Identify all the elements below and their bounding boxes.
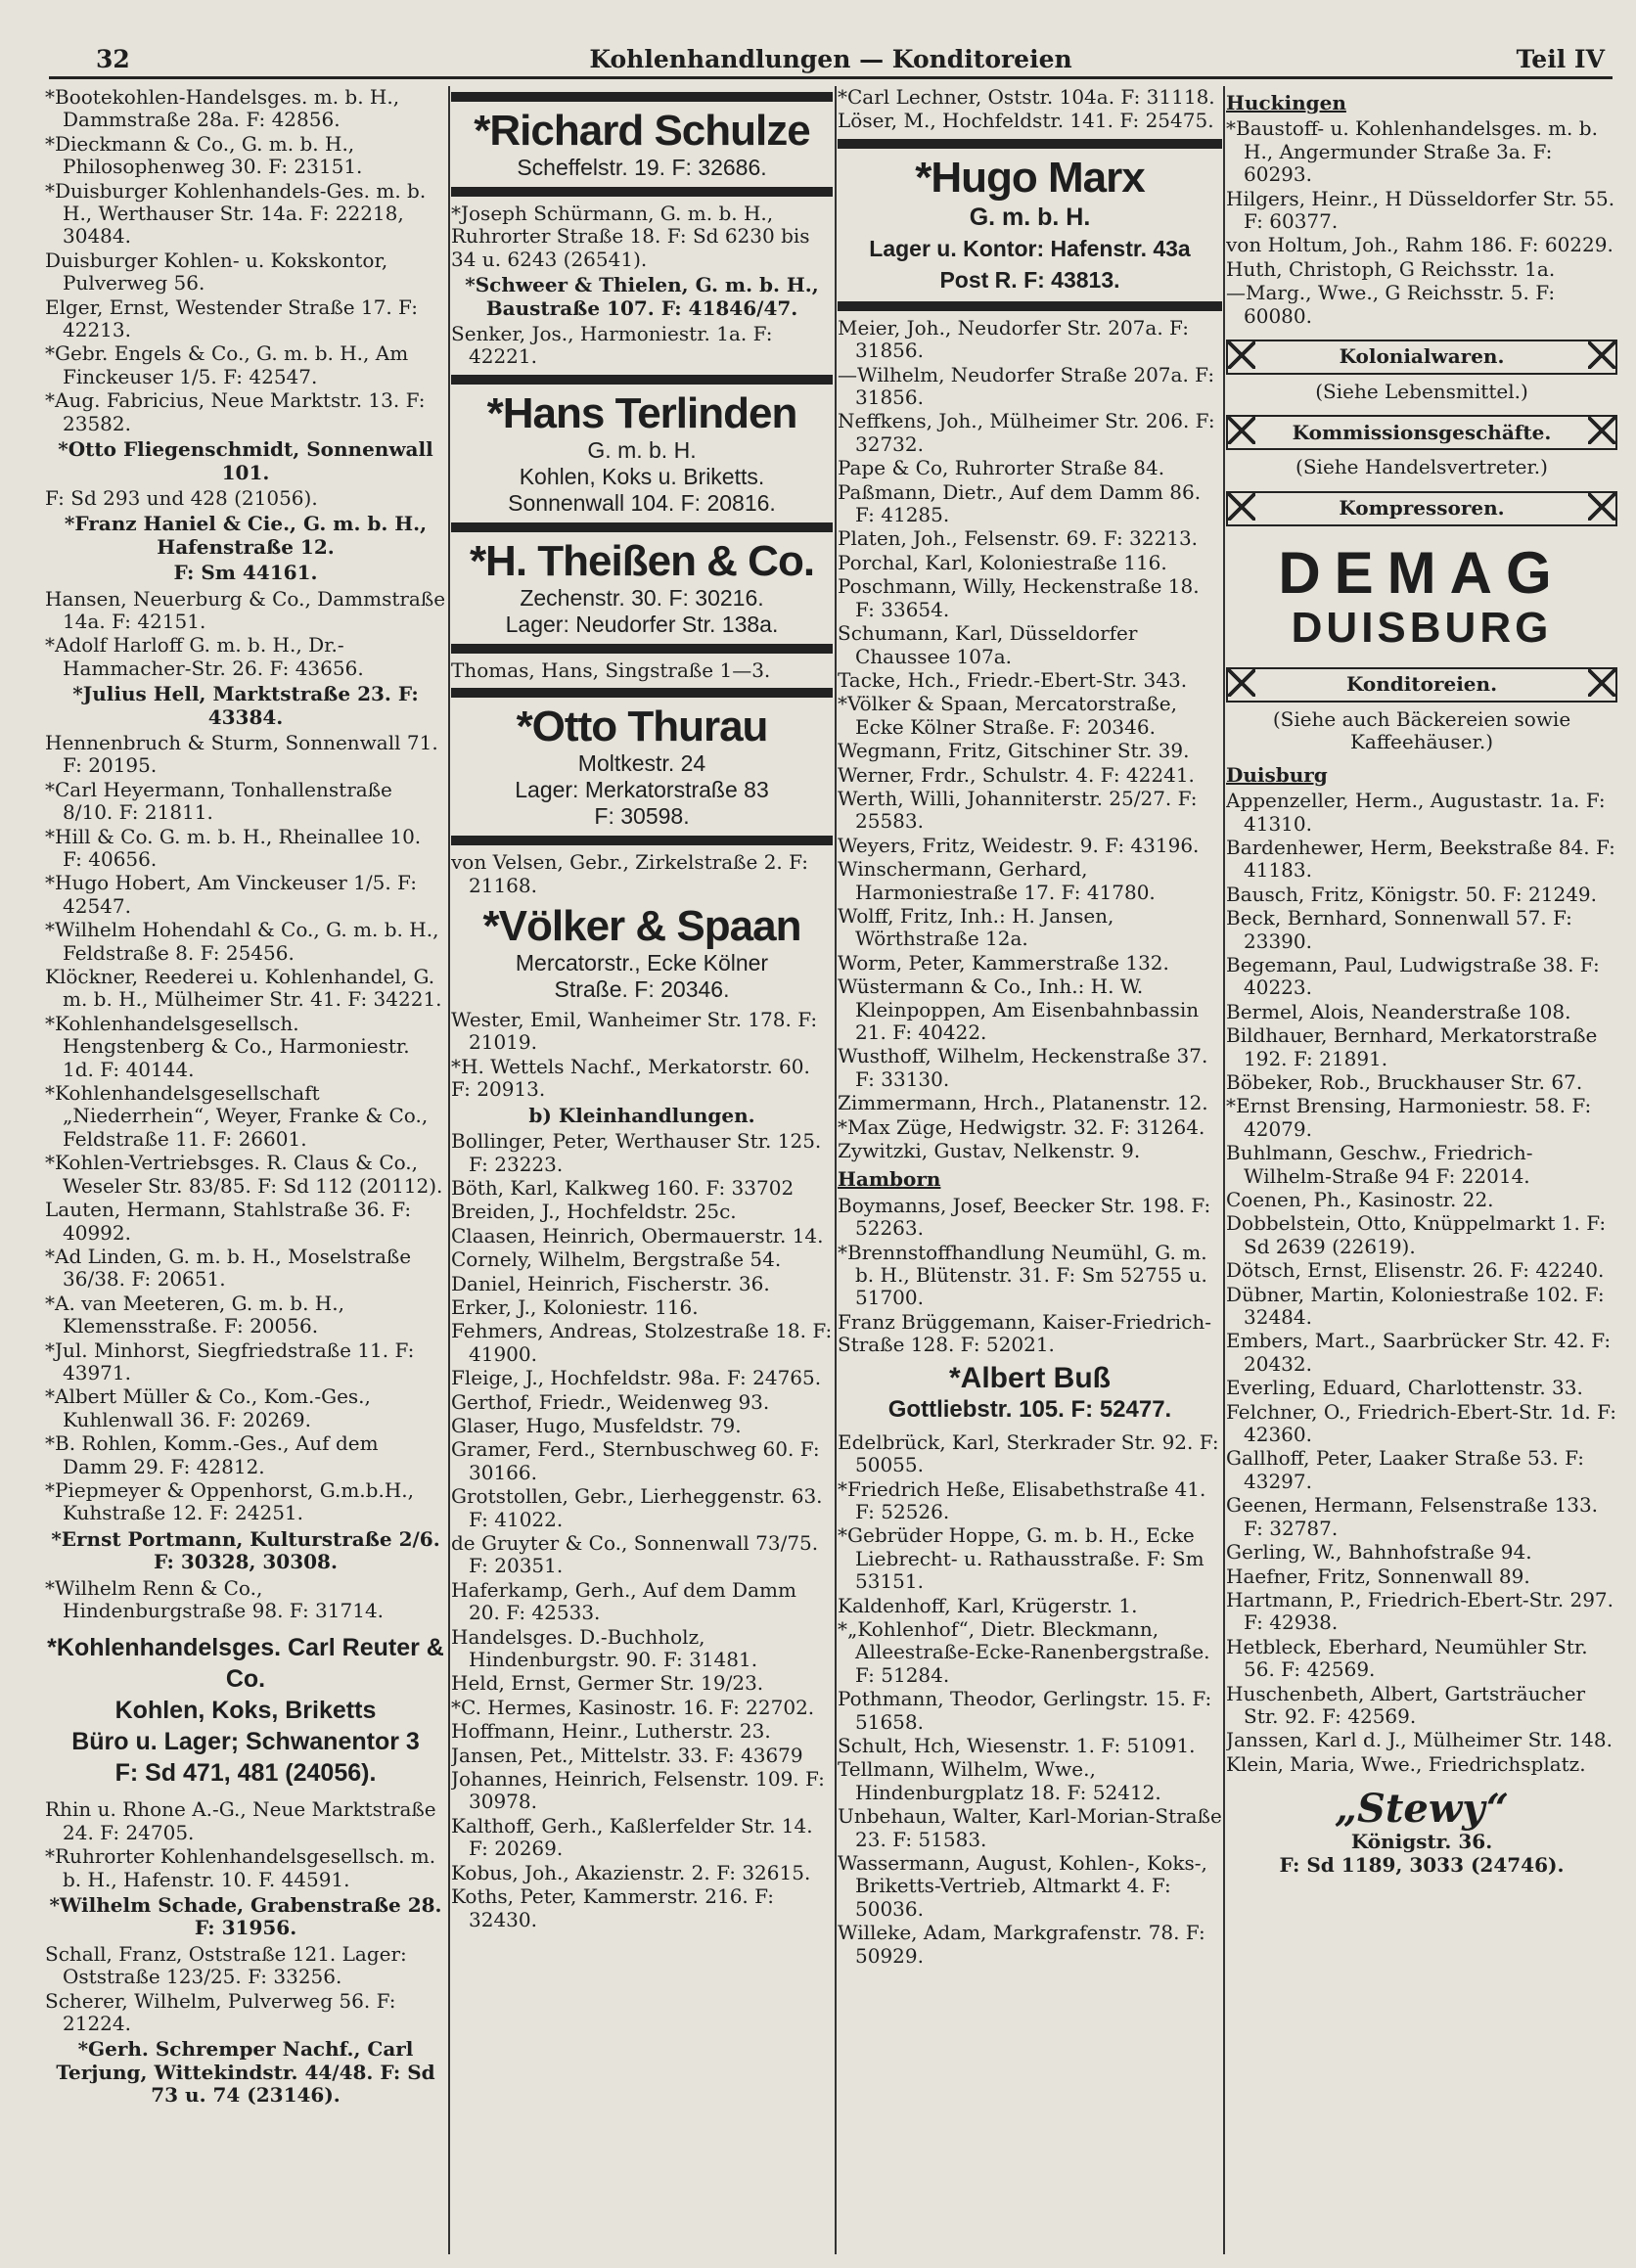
ad-name: *Völker & Spaan xyxy=(482,902,801,951)
directory-entry: Gerling, W., Bahnhofstraße 94. xyxy=(1226,1540,1532,1565)
ad-name: *Hugo Marx xyxy=(915,153,1145,202)
directory-entry: Bildhauer, Bernhard, Merkatorstraße 192. F: 21891. xyxy=(1226,1023,1598,1070)
ad-line: Moltkestr. 24 xyxy=(577,750,706,777)
directory-entry: *Duisburger Kohlenhandels-Ges. m. b. H., Werthauser Str. 14a. F: 22218, 30484. xyxy=(45,178,427,249)
directory-entry: *Albert Müller & Co., Kom.-Ges., Kuhlenwall 36. F: 20269. xyxy=(45,1384,371,1431)
directory-entry: Bausch, Fritz, Königstr. 50. F: 21249. xyxy=(1226,882,1597,906)
directory-entry: Handelsges. D.-Buchholz, Hindenburgstr. 90. F: 31481. xyxy=(451,1624,758,1672)
directory-entry: Tacke, Hch., Friedr.-Ebert-Str. 343. xyxy=(838,667,1188,692)
directory-entry: *Kohlenhandelsgesellschaft „Niederrhein“, Weyer, Franke & Co., Feldstraße 11. F: 26601. xyxy=(45,1081,429,1151)
subsection-heading: b) Kleinhandlungen. xyxy=(528,1103,755,1127)
directory-entry: Kobus, Joh., Akazienstr. 2. F: 32615. xyxy=(451,1860,811,1884)
ad-line: Post R. F: 43813. xyxy=(939,266,1120,293)
directory-entry: Dötsch, Ernst, Elisenstr. 26. F: 42240. xyxy=(1226,1258,1605,1283)
directory-entry: Wusthoff, Wilhelm, Heckenstraße 37. F: 33130. xyxy=(838,1044,1208,1091)
directory-entry: Meier, Joh., Neudorfer Str. 207a. F: 31856. xyxy=(838,315,1189,363)
directory-entry: Fleige, J., Hochfeldstr. 98a. F: 24765. xyxy=(451,1366,822,1390)
column-4 xyxy=(1226,86,1617,2256)
category-banner: Konditoreien. xyxy=(1226,667,1617,703)
directory-entry: Hansen, Neuerburg & Co., Dammstraße 14a. F: 42151. xyxy=(45,586,446,633)
directory-entry: *Baustoff- u. Kohlenhandelsges. m. b. H., Angermunder Straße 3a. F: 60293. xyxy=(1226,116,1598,187)
directory-entry: *Ruhrorter Kohlenhandelsgesellsch. m. b. H., Hafenstr. 10. F. 44591. xyxy=(45,1844,436,1891)
directory-entry: *Carl Heyermann, Tonhallenstraße 8/10. F: 21811. xyxy=(45,777,392,825)
section-heading: Hamborn xyxy=(838,1167,941,1192)
ad-line: Königstr. 36. xyxy=(1350,1830,1493,1854)
directory-entry: Hoffmann, Heinr., Lutherstr. 23. xyxy=(451,1719,771,1744)
directory-entry: *Max Züge, Hedwigstr. 32. F: 31264. xyxy=(838,1114,1205,1139)
ad-line: Lager u. Kontor: Hafenstr. 43a xyxy=(869,235,1191,261)
ad-rule xyxy=(451,522,833,532)
stewy-ad xyxy=(1226,1788,1617,1877)
directory-entry: Felchner, O., Friedrich-Ebert-Str. 1d. F: 42360. xyxy=(1226,1399,1617,1447)
ad-name: *Richard Schulze xyxy=(474,107,810,155)
directory-entry: Werth, Willi, Johanniterstr. 25/27. F: 25583. xyxy=(838,786,1198,834)
directory-entry: Daniel, Heinrich, Fischerstr. 36. xyxy=(451,1271,770,1295)
part-label: Teil IV xyxy=(1516,45,1605,73)
directory-entry: Scherer, Wilhelm, Pulverweg 56. F: 21224. xyxy=(45,1988,396,2036)
directory-entry: Claasen, Heinrich, Obermauerstr. 14. xyxy=(451,1223,824,1247)
column-rule xyxy=(1223,86,1225,2254)
category-banner: Kolonialwaren. xyxy=(1226,340,1617,375)
directory-entry: *„Kohlenhof“, Dietr. Bleckmann, Alleestraße-Ecke-Ranenbergstraße. F: 51284. xyxy=(838,1616,1210,1687)
directory-entry: *Franz Haniel & Cie., G. m. b. H., Hafenstraße 12. xyxy=(64,512,428,559)
page-header xyxy=(49,43,1613,79)
directory-entry: *Julius Hell, Marktstraße 23. F: 43384. xyxy=(72,682,419,729)
directory-entry: Beck, Bernhard, Sonnenwall 57. F: 23390. xyxy=(1226,906,1572,953)
cross-reference: (Siehe Lebensmittel.) xyxy=(1315,380,1528,404)
column-2 xyxy=(451,86,833,2256)
ad-line: Gottliebstr. 105. F: 52477. xyxy=(887,1395,1172,1423)
ad-line: Lager: Merkatorstraße 83 xyxy=(515,777,769,803)
directory-entry: *Hill & Co. G. m. b. H., Rheinallee 10. F: 40656. xyxy=(45,824,422,871)
ad-rule xyxy=(451,375,833,385)
directory-entry: Rhin u. Rhone A.-G., Neue Marktstraße 24. F: 24705. xyxy=(45,1797,436,1844)
directory-entry: *Bootekohlen-Handelsges. m. b. H., Dammstraße 28a. F: 42856. xyxy=(45,86,400,132)
directory-entry: Held, Ernst, Germer Str. 19/23. xyxy=(451,1671,764,1696)
directory-entry: Huth, Christoph, G Reichsstr. 1a. xyxy=(1226,256,1556,281)
directory-entry: *Piepmeyer & Oppenhorst, G.m.b.H., Kuhstraße 12. F: 24251. xyxy=(45,1477,414,1525)
directory-entry: F: Sd 293 und 428 (21056). xyxy=(45,485,318,510)
directory-entry: Gramer, Ferd., Sternbuschweg 60. F: 30166. xyxy=(451,1437,820,1484)
directory-entry: —Wilhelm, Neudorfer Straße 207a. F: 31856. xyxy=(838,362,1215,410)
directory-entry: Fehmers, Andreas, Stolzestraße 18. F: 41900. xyxy=(451,1319,833,1366)
ad-rule xyxy=(451,688,833,698)
voelker-ad xyxy=(451,903,833,1003)
directory-entry: Coenen, Ph., Kasinostr. 22. xyxy=(1226,1188,1494,1211)
directory-entry: von Holtum, Joh., Rahm 186. F: 60229. xyxy=(1226,233,1613,257)
directory-entry: *Carl Lechner, Oststr. 104a. F: 31118. xyxy=(838,86,1215,109)
directory-entry: Huschenbeth, Albert, Gartsträucher Str. 92. F: 42569. xyxy=(1226,1681,1586,1728)
ad-rule xyxy=(451,187,833,197)
directory-entry: F: Sm 44161. xyxy=(173,561,318,585)
ad-line: F: Sd 1189, 3033 (24746). xyxy=(1279,1852,1565,1877)
ad-name: *Otto Thurau xyxy=(516,703,768,751)
thurau-ad xyxy=(451,703,833,830)
directory-entry: *Wilhelm Renn & Co., Hindenburgstraße 98. F: 31714. xyxy=(45,1575,385,1622)
directory-entry: Zywitzki, Gustav, Nelkenstr. 9. xyxy=(838,1139,1141,1163)
ad-name: *Hans Terlinden xyxy=(486,388,797,437)
directory-entry: Wegmann, Fritz, Gitschiner Str. 39. xyxy=(838,739,1190,763)
ad-rule xyxy=(451,644,833,654)
directory-entry: *Brennstoffhandlung Neumühl, G. m. b. H., Blütenstr. 31. F: Sm 52755 u. 51700. xyxy=(838,1240,1207,1310)
directory-entry: *Adolf Harloff G. m. b. H., Dr.-Hammacher-Str. 26. F: 43656. xyxy=(45,633,364,680)
ad-rule xyxy=(838,301,1222,311)
directory-entry: *Hugo Hobert, Am Vinckeuser 1/5. F: 42547. xyxy=(45,871,417,918)
directory-entry: *Otto Fliegenschmidt, Sonnenwall 101. xyxy=(58,437,433,484)
ad-line: Scheffelstr. 19. F: 32686. xyxy=(517,155,767,180)
section-heading: Huckingen xyxy=(1226,91,1346,114)
directory-entry: Pothmann, Theodor, Gerlingstr. 15. F: 51658. xyxy=(838,1687,1212,1734)
category-banner: Kommissionsgeschäfte. xyxy=(1226,415,1617,450)
directory-entry: Geenen, Hermann, Felsenstraße 133. F: 32787. xyxy=(1226,1493,1599,1540)
theissen-ad xyxy=(451,538,833,638)
column-1 xyxy=(45,86,446,2256)
directory-entry: Willeke, Adam, Markgrafenstr. 78. F: 50929. xyxy=(838,1921,1205,1968)
directory-entry: Wassermann, August, Kohlen-, Koks-, Briketts-Vertrieb, Altmarkt 4. F: 50036. xyxy=(838,1851,1207,1921)
directory-entry: *Gebrüder Hoppe, G. m. b. H., Ecke Liebrecht- u. Rathausstraße. F: Sm 53151. xyxy=(838,1523,1204,1594)
directory-entry: *Wilhelm Hohendahl & Co., G. m. b. H., Feldstraße 8. F: 25456. xyxy=(45,918,439,965)
directory-entry: Johannes, Heinrich, Felsenstr. 109. F: 30978. xyxy=(451,1767,825,1814)
directory-entry: Dübner, Martin, Koloniestraße 102. F: 32484. xyxy=(1226,1282,1605,1330)
directory-entry: Appenzeller, Herm., Augustastr. 1a. F: 41310. xyxy=(1226,789,1606,836)
directory-entry: Edelbrück, Karl, Sterkrader Str. 92. F: 50055. xyxy=(838,1429,1219,1477)
ad-rule xyxy=(838,139,1222,149)
directory-entry: *Wilhelm Schade, Grabenstraße 28. F: 31956. xyxy=(49,1893,442,1940)
cross-reference: (Siehe Handelsvertreter.) xyxy=(1295,455,1548,479)
ad-line: Sonnenwall 104. F: 20816. xyxy=(508,489,776,516)
directory-entry: Senker, Jos., Harmoniestr. 1a. F: 42221. xyxy=(451,322,773,369)
ad-rule xyxy=(451,92,833,102)
directory-entry: *Schweer & Thielen, G. m. b. H., Baustraße 107. F: 41846/47. xyxy=(465,273,819,320)
ad-name: DEMAG xyxy=(1278,539,1566,606)
directory-entry: *Ernst Portmann, Kulturstraße 2/6. F: 30328, 30308. xyxy=(51,1526,440,1574)
ad-line: Zechenstr. 30. F: 30216. xyxy=(520,584,764,611)
directory-entry: *Gebr. Engels & Co., G. m. b. H., Am Finckeuser 1/5. F: 42547. xyxy=(45,341,409,388)
category-banner: Kompressoren. xyxy=(1226,491,1617,526)
directory-entry: Löser, M., Hochfeldstr. 141. F: 25475. xyxy=(838,109,1214,133)
directory-entry: Haefner, Fritz, Sonnenwall 89. xyxy=(1226,1564,1530,1588)
ad-line: Lager: Neudorfer Str. 138a. xyxy=(505,611,779,637)
cross-reference: (Siehe auch Bäckereien sowie Kaffeehäuser.) xyxy=(1272,706,1571,754)
directory-entry: *A. van Meeteren, G. m. b. H., Klemensstraße. F: 20056. xyxy=(45,1291,344,1338)
directory-entry: *Ad Linden, G. m. b. H., Moselstraße 36/38. F: 20651. xyxy=(45,1244,412,1292)
directory-entry: Schumann, Karl, Düsseldorfer Chaussee 107a. xyxy=(838,621,1138,668)
directory-entry: Haferkamp, Gerh., Auf dem Damm 20. F: 42533. xyxy=(451,1577,796,1625)
directory-entry: *H. Wettels Nachf., Merkatorstr. 60. F: 20913. xyxy=(451,1054,810,1102)
directory-entry: Begemann, Paul, Ludwigstraße 38. F: 40223. xyxy=(1226,952,1600,1000)
directory-entry: Bermel, Alois, Neanderstraße 108. xyxy=(1226,999,1571,1023)
directory-entry: Hartmann, P., Friedrich-Ebert-Str. 297. F: 42938. xyxy=(1226,1587,1614,1635)
directory-entry: *Friedrich Heße, Elisabethstraße 41. F: 52526. xyxy=(838,1476,1206,1523)
column-rule xyxy=(835,86,837,2254)
directory-entry: Klöckner, Reederei u. Kohlenhandel, G. m. b. H., Mülheimer Str. 41. F: 34221. xyxy=(45,965,442,1012)
ad-line: Mercatorstr., Ecke Kölner xyxy=(515,950,769,976)
directory-entry: Wester, Emil, Wanheimer Str. 178. F: 21019. xyxy=(451,1008,818,1055)
directory-entry: Wolff, Fritz, Inh.: H. Jansen, Wörthstraße 12a. xyxy=(838,903,1114,951)
directory-entry: Koths, Peter, Kammerstr. 216. F: 32430. xyxy=(451,1884,775,1931)
ad-name: *Kohlenhandelsges. Carl Reuter & Co. xyxy=(47,1634,444,1694)
schulze-ad xyxy=(451,108,833,181)
column-3 xyxy=(838,86,1222,2256)
directory-entry: Cornely, Wilhelm, Bergstraße 54. xyxy=(451,1247,782,1272)
directory-entry: Breiden, J., Hochfeldstr. 25c. xyxy=(451,1200,737,1224)
directory-entry: Boymanns, Josef, Beecker Str. 198. F: 52263. xyxy=(838,1193,1211,1241)
directory-entry: Winschermann, Gerhard, Harmoniestraße 17. F: 41780. xyxy=(838,857,1156,904)
directory-entry: Böbeker, Rob., Bruckhauser Str. 67. xyxy=(1226,1069,1583,1094)
ad-line: G. m. b. H. xyxy=(969,203,1091,231)
directory-entry: *Aug. Fabricius, Neue Marktstr. 13. F: 23582. xyxy=(45,388,426,435)
directory-entry: Elger, Ernst, Westender Straße 17. F: 42213. xyxy=(45,295,418,342)
directory-entry: Unbehaun, Walter, Karl-Morian-Straße 23. F: 51583. xyxy=(838,1804,1222,1851)
directory-entry: Bardenhewer, Herm, Beekstraße 84. F: 41183. xyxy=(1226,835,1615,883)
directory-entry: Platen, Joh., Felsenstr. 69. F: 32213. xyxy=(838,526,1199,551)
ad-line: Straße. F: 20346. xyxy=(554,976,730,1003)
directory-entry: Böth, Karl, Kalkweg 160. F: 33702 xyxy=(451,1175,795,1200)
directory-entry: de Gruyter & Co., Sonnenwall 73/75. F: 20351. xyxy=(451,1531,819,1578)
ad-name: *H. Theißen & Co. xyxy=(469,536,815,585)
directory-entry: Porchal, Karl, Koloniestraße 116. xyxy=(838,550,1167,574)
directory-entry: Everling, Eduard, Charlottenstr. 33. xyxy=(1226,1376,1583,1400)
directory-entry: Buhlmann, Geschw., Friedrich-Wilhelm-Straße 94 F: 22014. xyxy=(1226,1141,1533,1188)
ad-line: Kohlen, Koks, Briketts xyxy=(114,1697,377,1725)
directory-entry: Tellmann, Wilhelm, Wwe., Hindenburgplatz 18. F: 52412. xyxy=(838,1757,1161,1804)
directory-entry: *Völker & Spaan, Mercatorstraße, Ecke Kölner Straße. F: 20346. xyxy=(838,692,1178,739)
directory-entry: Neffkens, Joh., Mülheimer Str. 206. F: 32732. xyxy=(838,409,1215,456)
directory-entry: *Kohlenhandelsgesellsch. Hengstenberg & Co., Harmoniestr. 1d. F: 40144. xyxy=(45,1011,410,1081)
directory-entry: Franz Brüggemann, Kaiser-Friedrich-Straße 128. F: 52021. xyxy=(838,1309,1212,1357)
ad-name: *Albert Buß xyxy=(949,1361,1111,1394)
directory-entry: *Ernst Brensing, Harmoniestr. 58. F: 42079. xyxy=(1226,1094,1592,1141)
ad-name: „Stewy“ xyxy=(1335,1786,1509,1833)
section-heading: Duisburg xyxy=(1226,762,1328,787)
directory-entry: Schult, Hch, Wiesenstr. 1. F: 51091. xyxy=(838,1733,1196,1757)
directory-entry: *Joseph Schürmann, G. m. b. H., Ruhrorter Straße 18. F: Sd 6230 bis 34 u. 6243 (26541). xyxy=(451,202,810,271)
directory-entry: Grotstollen, Gebr., Lierheggenstr. 63. F: 41022. xyxy=(451,1484,823,1531)
column-rule xyxy=(448,86,450,2254)
directory-entry: Dobbelstein, Otto, Knüppelmarkt 1. F: Sd 2639 (22619). xyxy=(1226,1211,1607,1258)
directory-entry: Zimmermann, Hrch., Platanenstr. 12. xyxy=(838,1091,1208,1115)
directory-entry: Werner, Frdr., Schulstr. 4. F: 42241. xyxy=(838,762,1195,787)
directory-entry: Hennenbruch & Sturm, Sonnenwall 71. F: 20195. xyxy=(45,730,438,778)
directory-entry: Glaser, Hugo, Musfeldstr. 79. xyxy=(451,1413,742,1437)
directory-entry: Paßmann, Dietr., Auf dem Damm 86. F: 41285. xyxy=(838,479,1202,527)
directory-entry: Erker, J., Koloniestr. 116. xyxy=(451,1294,699,1319)
directory-entry: *Jul. Minhorst, Siegfriedstraße 11. F: 43971. xyxy=(45,1338,415,1384)
directory-entry: Thomas, Hans, Singstraße 1—3. xyxy=(451,658,771,682)
directory-entry: Weyers, Fritz, Weidestr. 9. F: 43196. xyxy=(838,833,1200,857)
ad-line: G. m. b. H. xyxy=(587,436,697,463)
directory-entry: Gerthof, Friedr., Weidenweg 93. xyxy=(451,1389,770,1414)
directory-entry: Poschmann, Willy, Heckenstraße 18. F: 33654. xyxy=(838,574,1200,621)
directory-entry: von Velsen, Gebr., Zirkelstraße 2. F: 21168. xyxy=(451,850,809,897)
reuter-ad xyxy=(45,1632,446,1789)
directory-entry: Janssen, Karl d. J., Mülheimer Str. 148. xyxy=(1226,1728,1613,1752)
ad-line: Kohlen, Koks u. Briketts. xyxy=(519,463,765,489)
page-number: 32 xyxy=(96,45,130,73)
directory-entry: Wüstermann & Co., Inh.: H. W. Kleinpoppen, Am Eisenbahnbassin 21. F: 40422. xyxy=(838,975,1200,1044)
directory-entry: Jansen, Pet., Mittelstr. 33. F: 43679 xyxy=(451,1743,803,1767)
directory-entry: Gallhoff, Peter, Laaker Straße 53. F: 43297. xyxy=(1226,1446,1585,1493)
directory-entry: Kaldenhoff, Karl, Krügerstr. 1. xyxy=(838,1593,1138,1617)
page-title: Kohlenhandlungen — Konditoreien xyxy=(589,45,1072,73)
marx-ad xyxy=(838,155,1222,295)
ad-line: Büro u. Lager; Schwanentor 3 xyxy=(71,1728,420,1756)
ad-line: DUISBURG xyxy=(1291,603,1553,652)
directory-entry: *C. Hermes, Kasinostr. 16. F: 22702. xyxy=(451,1695,815,1719)
directory-entry: Klein, Maria, Wwe., Friedrichsplatz. xyxy=(1226,1751,1586,1776)
demag-ad xyxy=(1226,539,1617,652)
ad-line: F: Sd 471, 481 (24056). xyxy=(114,1759,377,1788)
directory-entry: Lauten, Hermann, Stahlstraße 36. F: 40992. xyxy=(45,1198,412,1245)
directory-entry: Hetbleck, Eberhard, Neumühler Str. 56. F: 42569. xyxy=(1226,1634,1588,1682)
ad-rule xyxy=(451,836,833,845)
terlinden-ad xyxy=(451,390,833,517)
directory-entry: Bollinger, Peter, Werthauser Str. 125. F: 23223. xyxy=(451,1129,822,1176)
buss-ad xyxy=(838,1363,1222,1426)
ad-line: F: 30598. xyxy=(594,803,690,830)
directory-entry: Embers, Mart., Saarbrücker Str. 42. F: 20432. xyxy=(1226,1329,1612,1376)
directory-entry: Schall, Franz, Oststraße 121. Lager: Oststraße 123/25. F: 33256. xyxy=(45,1941,407,1989)
directory-entry: Duisburger Kohlen- u. Kokskontor, Pulverweg 56. xyxy=(45,248,388,295)
directory-entry: *Kohlen-Vertriebsges. R. Claus & Co., Weseler Str. 83/85. F: Sd 112 (20112). xyxy=(45,1151,443,1198)
directory-entry: —Marg., Wwe., G Reichsstr. 5. F: 60080. xyxy=(1226,281,1556,328)
directory-entry: *Dieckmann & Co., G. m. b. H., Philosophenweg 30. F: 23151. xyxy=(45,131,363,179)
directory-entry: Hilgers, Heinr., H Düsseldorfer Str. 55. F: 60377. xyxy=(1226,186,1615,234)
directory-entry: *Gerh. Schremper Nachf., Carl Terjung, Wittekindstr. 44/48. F: Sd 73 u. 74 (23146). xyxy=(56,2037,435,2108)
directory-entry: Worm, Peter, Kammerstraße 132. xyxy=(838,950,1169,975)
directory-entry: *B. Rohlen, Komm.-Ges., Auf dem Damm 29. F: 42812. xyxy=(45,1431,379,1478)
directory-entry: Pape & Co, Ruhrorter Straße 84. xyxy=(838,456,1165,480)
directory-entry: Kalthoff, Gerh., Kaßlerfelder Str. 14. F: 20269. xyxy=(451,1813,813,1861)
